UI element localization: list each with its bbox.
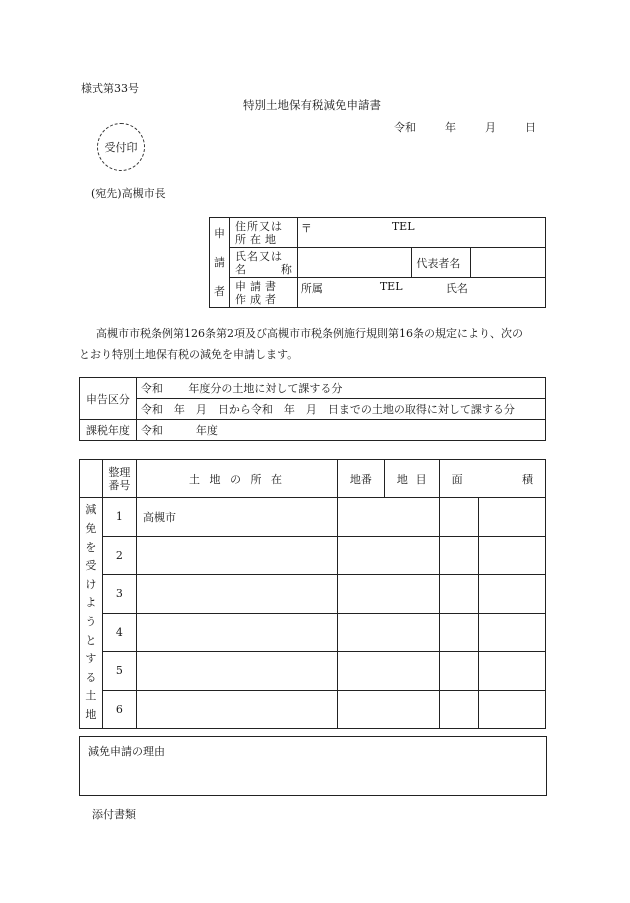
- location-cell[interactable]: [137, 690, 338, 729]
- lot-cell[interactable]: [337, 613, 439, 652]
- area-cell[interactable]: [479, 498, 546, 537]
- date-day: 日: [525, 121, 536, 134]
- lot-cell[interactable]: [337, 498, 439, 537]
- representative-field[interactable]: [471, 248, 546, 278]
- preparer-field[interactable]: [297, 278, 545, 308]
- name-label: 氏名又は 名 称: [229, 248, 297, 278]
- postal-mark: 〒: [300, 222, 312, 235]
- date-month: 月: [485, 121, 496, 134]
- location-cell[interactable]: [137, 652, 338, 691]
- statement-line-2: とおり特別土地保有税の減免を申請します。: [79, 348, 299, 361]
- location-cell[interactable]: 高槻市: [137, 498, 338, 537]
- table-row: [80, 536, 546, 575]
- applicant-group-label: 申 請 者: [210, 218, 230, 308]
- header-location: 土 地 の 所 在: [137, 460, 338, 498]
- lot-cell[interactable]: [337, 575, 439, 614]
- reason-label: 減免申請の理由: [88, 745, 165, 758]
- category-cell[interactable]: [439, 498, 478, 537]
- tax-year-label: 課税年度: [80, 420, 137, 441]
- header-number: 整理 番号: [102, 460, 136, 498]
- reception-stamp-label: 受付印: [104, 141, 138, 154]
- land-side-label: 減 免 を 受 け よ う と す る 土 地: [80, 498, 103, 729]
- row-number: 4: [102, 613, 136, 652]
- preparer-tel-label: TEL: [379, 280, 403, 293]
- row-number: 6: [102, 690, 136, 729]
- declaration-category-label: 申告区分: [80, 378, 137, 420]
- table-row: [80, 498, 546, 537]
- table-row: [80, 575, 546, 614]
- date-line: [394, 119, 536, 135]
- land-table: [79, 459, 546, 729]
- land-header-blank: [80, 460, 103, 498]
- address-field[interactable]: [297, 218, 545, 248]
- location-cell[interactable]: [137, 613, 338, 652]
- attachments-label: 添付書類: [92, 808, 136, 821]
- representative-label: 代表者名: [412, 248, 471, 278]
- category-cell[interactable]: [439, 575, 478, 614]
- area-cell[interactable]: [479, 613, 546, 652]
- row-number: 1: [102, 498, 136, 537]
- department-label: 所属: [300, 282, 323, 295]
- lot-cell[interactable]: [337, 652, 439, 691]
- preparer-name-label: 氏名: [445, 282, 468, 295]
- category-cell[interactable]: [439, 652, 478, 691]
- row-number: 3: [102, 575, 136, 614]
- name-field[interactable]: [297, 248, 412, 278]
- table-row: [80, 613, 546, 652]
- row-number: 5: [102, 652, 136, 691]
- date-year: 年: [445, 121, 456, 134]
- category-option-annual[interactable]: 令和 年度分の土地に対して課する分: [136, 378, 545, 399]
- header-area: 面 積: [439, 460, 545, 498]
- category-table: [79, 377, 546, 441]
- location-cell[interactable]: [137, 575, 338, 614]
- category-option-acquisition[interactable]: 令和 年 月 日から令和 年 月 日までの土地の取得に対して課する分: [136, 399, 545, 420]
- area-cell[interactable]: [479, 536, 546, 575]
- preparer-label: 申請書 作成者: [229, 278, 297, 308]
- category-cell[interactable]: [439, 536, 478, 575]
- area-cell[interactable]: [479, 690, 546, 729]
- address-tel-label: TEL: [391, 220, 415, 233]
- address-label: 住所又は 所在地: [229, 218, 297, 248]
- date-era: 令和: [394, 121, 416, 134]
- document-title: 特別土地保有税減免申請書: [243, 98, 381, 112]
- statement-line-1: 高槻市市税条例第126条第2項及び高槻市市税条例施行規則第16条の規定により、次の: [96, 327, 523, 340]
- addressee: (宛先)高槻市長: [91, 187, 166, 200]
- header-lot-number: 地 番: [337, 460, 384, 498]
- category-cell[interactable]: [439, 613, 478, 652]
- table-row: [80, 690, 546, 729]
- category-cell[interactable]: [439, 690, 478, 729]
- location-cell[interactable]: [137, 536, 338, 575]
- applicant-table: [209, 217, 546, 308]
- header-land-category: 地 目: [384, 460, 439, 498]
- area-cell[interactable]: [479, 652, 546, 691]
- reason-box[interactable]: [79, 736, 547, 796]
- form-number: 様式第33号: [81, 82, 139, 95]
- row-number: 2: [102, 536, 136, 575]
- tax-year-field[interactable]: 令和 年度: [136, 420, 545, 441]
- reception-stamp: [97, 123, 145, 171]
- lot-cell[interactable]: [337, 536, 439, 575]
- table-row: [80, 652, 546, 691]
- area-cell[interactable]: [479, 575, 546, 614]
- lot-cell[interactable]: [337, 690, 439, 729]
